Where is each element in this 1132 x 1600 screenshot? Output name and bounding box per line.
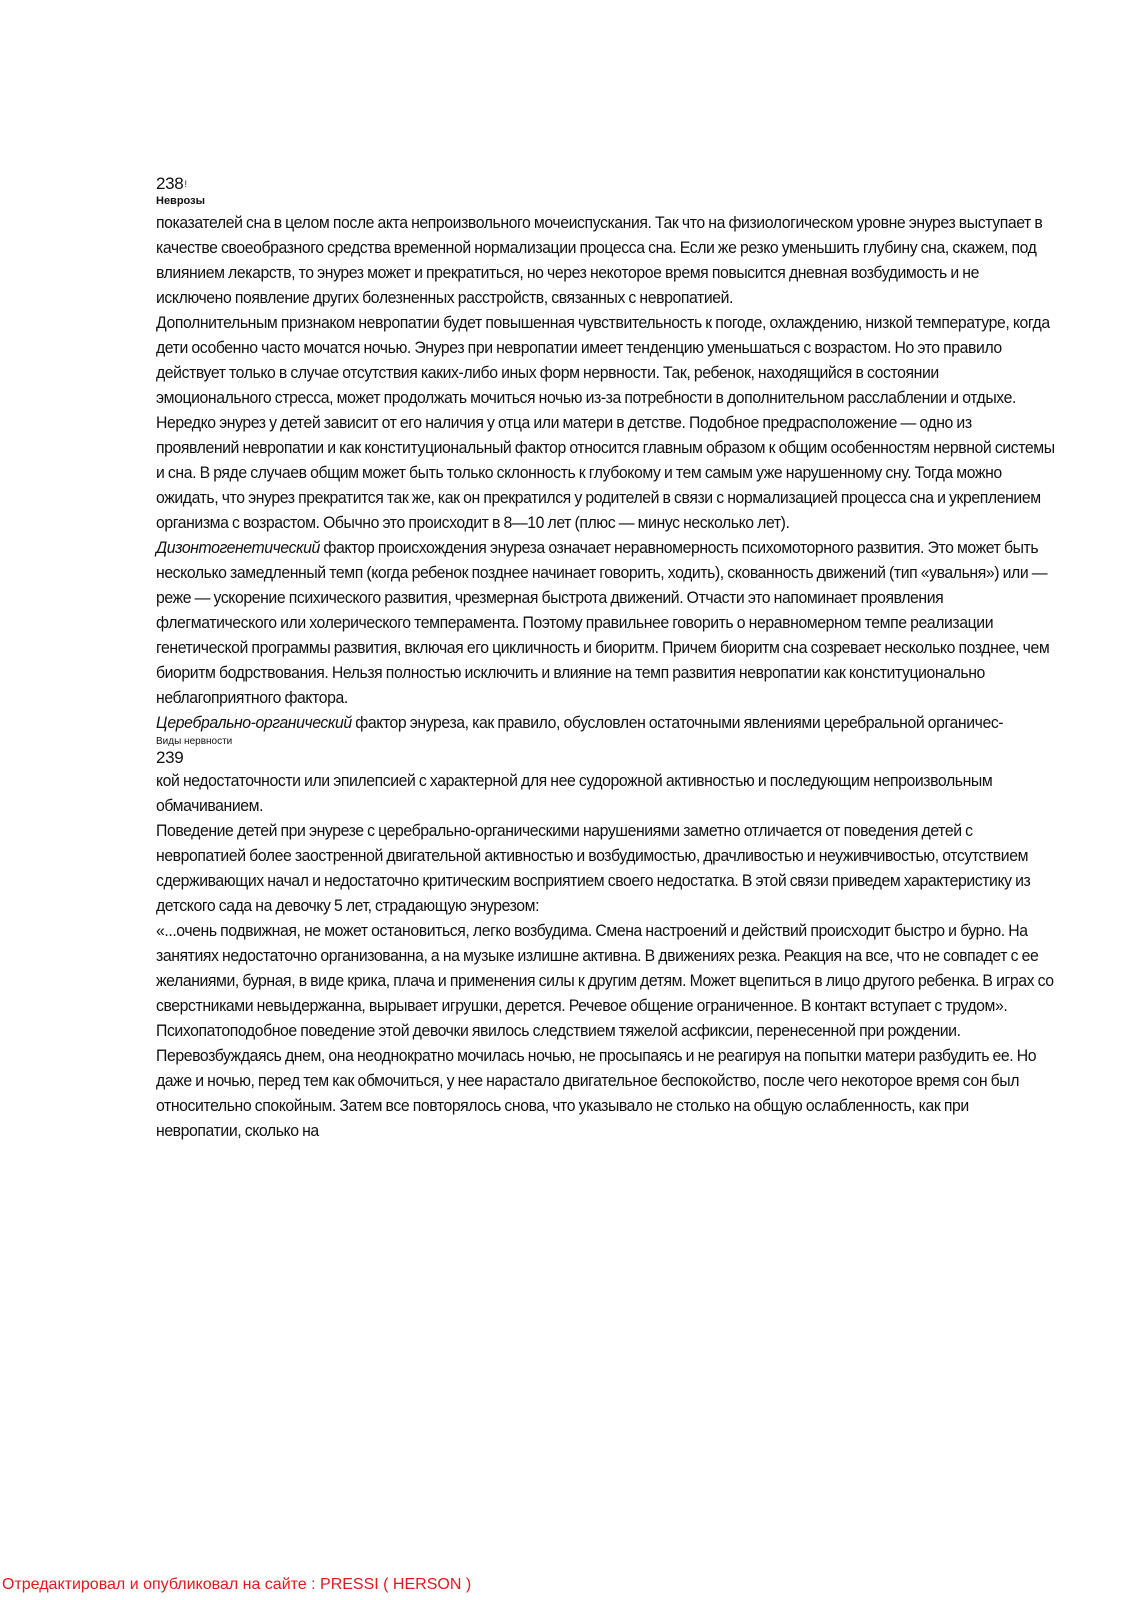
paragraph: «...очень подвижная, не может остановиться, легко возбудима. Смена настроений и действий происходит быстро и бурно. На занятиях недостаточно организованна, а на музыке излишне активна. В движениях резка. Реакция на все, что не совпадет с ее желаниями, бурная, в виде крика, плача и применения силы к другим детям. Может вцепиться в лицо другого ребенка. В играх со сверстниками невыдержанна, вырывает игрушки, дерется. Речевое общение ограниченное. В контакт вступает с трудом». — [156, 921, 1054, 1015]
paragraph: Поведение детей при энурезе с церебрально-органическими нарушениями заметно отличается от поведения детей с невропатией более заостренной двигательной активностью и возбудимостью, драчливостью и неуживчивостью, отсутствием сдерживающих начал и недостаточно критическим восприятием своего недостатка. В этой связи приведем характеристику из детского сада на девочку 5 лет, страдающую энурезом: — [156, 821, 1031, 915]
italic-term: Дизонтогенетический — [156, 538, 320, 557]
paragraph-text: фактор происхождения энуреза означает неравномерность психомоторного развития. Это может быть несколько замедленный темп (когда ребенок позднее начинает говорить, ходить), скованность движений (тип «увальня») или — реже — ускорение психического развития, чрезмерная быстрота движений. Отчасти это напоминает проявления флегматического или холерического темперамента. Поэтому правильнее говорить о неравномерном темпе реализации генетической программы развития, включая его цикличность и биоритм. Причем биоритм сна созревает несколько позднее, чем биоритм бодрствования. Нельзя полностью исключить и влияние на темп развития невропатии как конституционально неблагоприятного фактора. — [156, 538, 1050, 707]
paragraph: показателей сна в целом после акта непроизвольного мочеиспускания. Так что на физиологическом уровне энурез выступает в качестве своеобразного средства временной нормализации процесса сна. Если же резко уменьшить глубину сна, скажем, под влиянием лекарств, то энурез может и прекратиться, но через некоторое время повысится дневная возбудимость и не исключено появление других болезненных расстройств, связанных с невропатией. — [156, 213, 1043, 307]
page-number-mark: ! — [184, 179, 187, 189]
paragraph: кой недостаточности или эпилепсией с характерной для нее судорожной активностью и последующим непроизвольным обмачиванием. — [156, 771, 993, 815]
running-header: Виды нервности — [156, 736, 233, 747]
page-number-value: 238 — [156, 174, 184, 193]
paragraph-text: фактор энуреза, как правило, обусловлен остаточными явлениями церебральной органичес- — [351, 713, 1004, 732]
footer-credit: Отредактировал и опубликовал на сайте : PRESSI ( HERSON ) — [2, 1576, 472, 1593]
paragraph: Психопатоподобное поведение этой девочки явилось следствием тяжелой асфиксии, перенесенной при рождении. Перевозбуждаясь днем, она неоднократно мочилась ночью, не просыпаясь и не реагируя на попытки матери разбудить ее. Но даже и ночью, перед тем как обмочиться, у нее нарастало двигательное беспокойство, после чего некоторое время сон был относительно спокойным. Затем все повторялось снова, что указывало не столько на общую ослабленность, как при невропатии, сколько на — [156, 1021, 1037, 1140]
document-page — [156, 174, 1056, 1143]
paragraph — [156, 710, 1056, 735]
running-header: Неврозы — [156, 195, 205, 207]
page-number: 239 — [156, 748, 184, 767]
paragraph: Нередко энурез у детей зависит от его наличия у отца или матери в детстве. Подобное предрасположение — одно из проявлений невропатии и как конституциональный фактор относится главным образом к общим особенностям нервной системы и сна. В ряде случаев общим может быть только склонность к глубокому и тем самым уже нарушенному сну. Тогда можно ожидать, что энурез прекратится так же, как он прекратился у родителей в связи с нормализацией процесса сна и укреплением организма с возрастом. Обычно это происходит в 8—10 лет (плюс — минус несколько лет). — [156, 413, 1055, 532]
paragraph: Дополнительным признаком невропатии будет повышенная чувствительность к погоде, охлаждению, низкой температуре, когда дети особенно часто мочатся ночью. Энурез при невропатии имеет тенденцию уменьшаться с возрастом. Но это правило действует только в случае отсутствия каких-либо иных форм нервности. Так, ребенок, находящийся в состоянии эмоционального стресса, может продолжать мочиться ночью из-за потребности в дополнительном расслаблении и отдыхе. — [156, 313, 1050, 407]
italic-term: Церебрально-органический — [156, 713, 352, 732]
paragraph — [156, 535, 1056, 710]
page-number — [156, 174, 1056, 194]
